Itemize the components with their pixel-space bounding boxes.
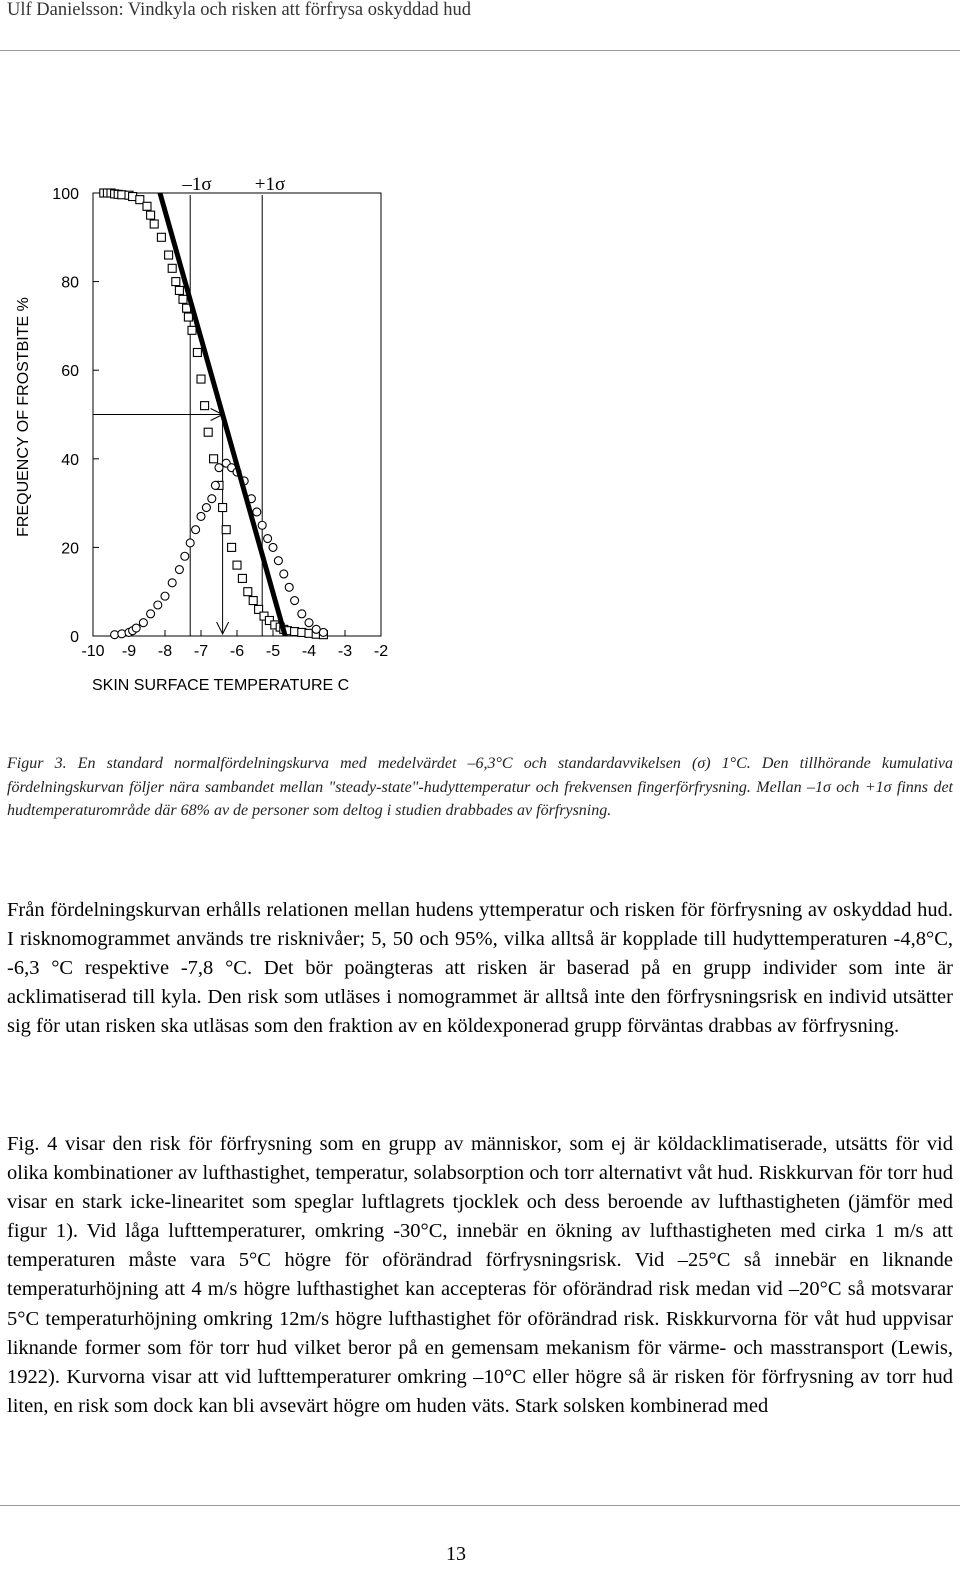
cumulative-point <box>197 375 205 383</box>
cumulative-point <box>172 278 180 286</box>
cumulative-point <box>204 428 212 436</box>
cumulative-point <box>143 202 151 210</box>
x-tick-label: -2 <box>373 643 389 660</box>
cumulative-point <box>184 313 192 321</box>
distribution-point <box>186 539 194 547</box>
distribution-point <box>192 526 200 534</box>
cumulative-point <box>249 597 257 605</box>
x-tick-label: -3 <box>337 643 353 660</box>
plus-sigma-label: +1σ <box>254 174 286 195</box>
cumulative-point <box>168 264 176 272</box>
distribution-point <box>285 583 293 591</box>
distribution-point <box>197 512 205 520</box>
y-tick-label: 80 <box>61 274 79 292</box>
cumulative-point <box>157 233 165 241</box>
distribution-point <box>269 543 277 551</box>
cumulative-point <box>201 402 209 410</box>
y-axis-label: FREQUENCY OF FROSTBITE % <box>15 297 32 537</box>
x-tick-label: -5 <box>265 643 281 660</box>
x-tick-label: -6 <box>229 643 245 660</box>
distribution-point <box>161 592 169 600</box>
distribution-point <box>147 610 155 618</box>
x-axis-label: SKIN SURFACE TEMPERATURE C <box>92 677 350 694</box>
cumulative-point <box>233 561 241 569</box>
distribution-point <box>215 464 223 472</box>
cumulative-point <box>147 211 155 219</box>
distribution-point <box>280 570 288 578</box>
x-tick-label: -8 <box>157 643 173 660</box>
cumulative-point <box>222 526 230 534</box>
y-tick-label: 60 <box>61 363 79 381</box>
distribution-point <box>319 628 327 636</box>
distribution-point <box>118 630 126 638</box>
y-tick-label: 20 <box>61 540 79 558</box>
x-tick-label: -10 <box>81 643 105 660</box>
cumulative-point <box>228 543 236 551</box>
cumulative-point <box>219 504 227 512</box>
page-number: 13 <box>446 1543 466 1565</box>
distribution-point <box>305 619 313 627</box>
cumulative-point <box>193 348 201 356</box>
distribution-point <box>291 597 299 605</box>
distribution-point <box>202 504 210 512</box>
cumulative-point <box>150 220 158 228</box>
body-paragraph-1: Från fördelningskurvan erhålls relationen mellan hudens yttemperatur och risken för förfrysning av oskyddad hud. I risknomogrammet används tre risknivåer; 5, 50 och 95%, vilka alltså är kopplade till hudyttemperaturen -4,8°C, -6,3 °C respektive -7,8 °C. Det bör poängteras att risken är baserad på en grupp individer som inte är acklimatiserad till kyla. Den risk som utläses i nomogrammet är alltså inte den förfrysningsrisk en individ utsätter sig för utan risken ska utläsas som den fraktion av en köldexponerad grupp förväntas drabbas av förfrysning. <box>7 899 953 1038</box>
x-tick-label: -4 <box>301 643 317 660</box>
cumulative-point <box>165 251 173 259</box>
page-header: Ulf Danielsson: Vindkyla och risken att förfrysa oskyddad hud <box>7 0 472 20</box>
y-tick-label: 40 <box>61 451 79 469</box>
chart-axes <box>52 186 388 660</box>
distribution-point <box>253 508 261 516</box>
frostbite-chart <box>0 160 960 720</box>
distribution-point <box>175 566 183 574</box>
header-divider <box>0 50 960 51</box>
distribution-point <box>211 481 219 489</box>
distribution-point <box>132 624 140 632</box>
data-points <box>100 189 328 639</box>
cumulative-point <box>238 574 246 582</box>
distribution-point <box>139 619 147 627</box>
cumulative-point <box>175 286 183 294</box>
figure-caption: Figur 3. En standard normalfördelningskurva med medelvärdet –6,3°C och standardavvikelsen (σ) 1°C. Den tillhörande kumulativa fördelningskurvan följer nära sambandet mellan "steady-state"-hudyttemperatur och frekvensen fingerförfrysning. Mellan –1σ och +1σ finns det hudtemperaturområde där 68% av de personer som deltog i studien drabbades av förfrysning. <box>7 755 953 819</box>
distribution-point <box>298 610 306 618</box>
distribution-point <box>264 535 272 543</box>
cumulative-point <box>210 455 218 463</box>
x-tick-label: -9 <box>121 643 137 660</box>
distribution-point <box>154 601 162 609</box>
distribution-point <box>181 552 189 560</box>
cumulative-point <box>179 295 187 303</box>
cumulative-point <box>244 588 252 596</box>
footer-divider <box>0 1505 960 1506</box>
minus-sigma-label: –1σ <box>182 174 212 195</box>
distribution-point <box>274 557 282 565</box>
distribution-point <box>168 579 176 587</box>
cumulative-point <box>188 326 196 334</box>
body-paragraph-2: Fig. 4 visar den risk för förfrysning som en grupp av människor, som ej är köldacklimatiserade, utsätts för vid olika kombinationer av lufthastighet, temperatur, solabsorption och torr alternativt våt hud. Riskkurvan för torr hud visar en stark icke-linearitet som speglar luftlagrets tjocklek och dess beroende av lufthastigheten (jämför med figur 1). Vid låga lufttemperaturer, omkring -30°C, innebär en ökning av lufthastigheten med cirka 1 m/s att temperaturen måste vara 5°C högre för oförändrad förfrysningsrisk. Vid –25°C så innebär en liknande temperaturhöjning att 4 m/s högre lufthastighet kan accepteras för oförändrad risk medan vid –20°C så motsvarar 5°C temperaturhöjning omkring 12m/s högre lufthastighet för oförändrad risk. Riskkurvorna för våt hud uppvisar liknande former som för torr hud vilket beror på en gemensam mekanism för värme- och masstransport (Lewis, 1922). Kurvorna visar att vid lufttemperaturer omkring –10°C eller högre så är risken för förfrysning av torr hud liten, en risk som dock kan bli avsevärt högre om huden väts. Stark solsken kombinerad med <box>7 1133 953 1417</box>
distribution-point <box>258 521 266 529</box>
y-tick-label: 0 <box>70 629 79 646</box>
distribution-point <box>208 495 216 503</box>
y-tick-label: 100 <box>52 186 79 203</box>
x-tick-label: -7 <box>193 643 209 660</box>
